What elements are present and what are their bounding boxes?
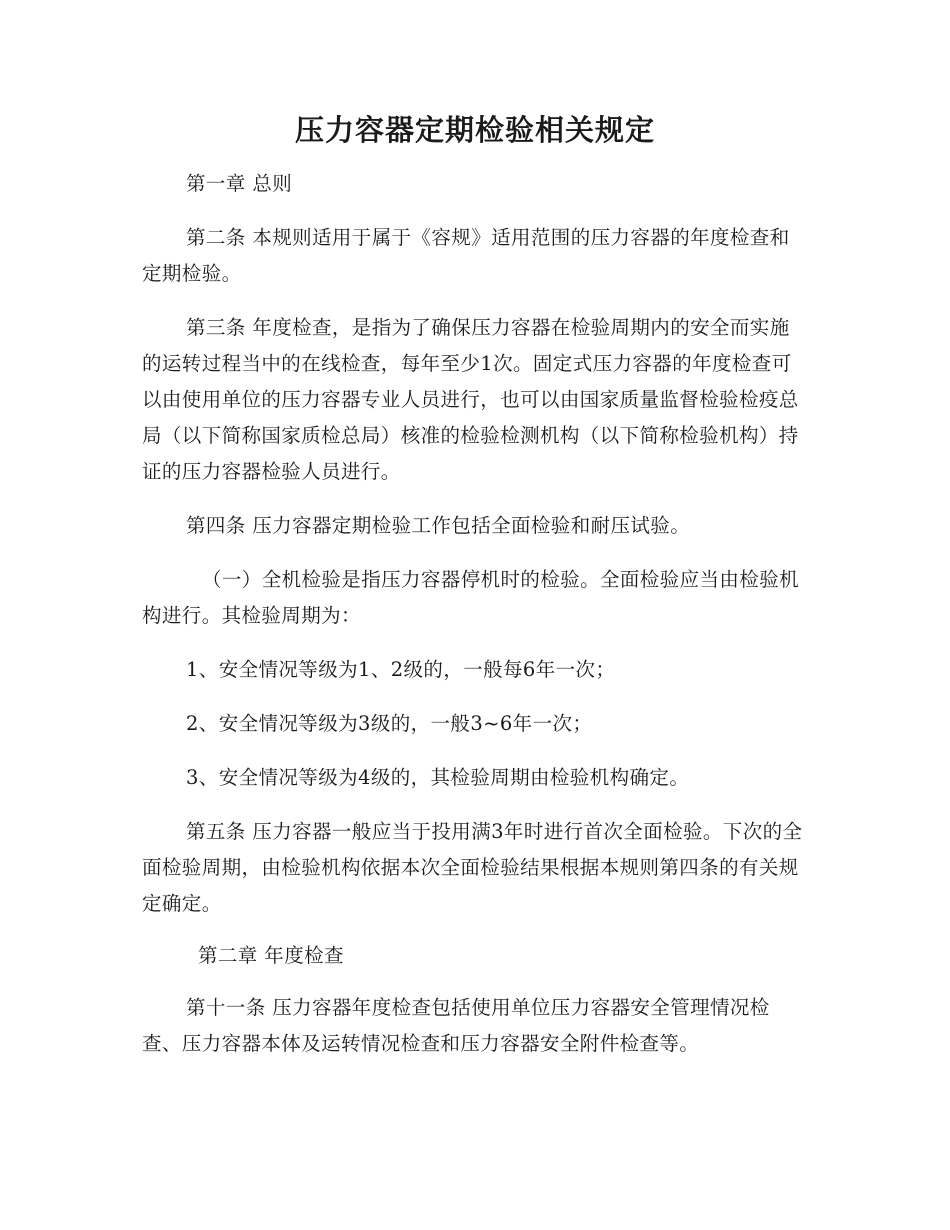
list-item-2: 2、安全情况等级为3级的，一般3~6年一次； [186,712,593,735]
list-item-1: 1、安全情况等级为1、2级的，一般每6年一次； [186,658,616,681]
chapter-2-heading: 第二章 年度检查 [198,944,344,967]
article-2-paragraph: 第二条 本规则适用于属于《容规》适用范围的压力容器的年度检查和定期检验。 [142,226,790,285]
article-4-item-1-paragraph: （一）全机检验是指压力容器停机时的检验。全面检验应当由检验机构进行。其检验周期为： [142,568,800,627]
chapter-1-heading: 第一章 总则 [186,172,293,195]
document-title: 压力容器定期检验相关规定 [294,113,655,147]
article-3-paragraph: 第三条 年度检查，是指为了确保压力容器在检验周期内的安全而实施的运转过程当中的在线检查，每年至少1次。固定式压力容器的年度检查可以由使用单位的压力容器专业人员进行，也可以由国家质量监督检验检疫总局（以下简称国家质检总局）核准的检验检测机构（以下简称检验机构）持证的压力容器检验人员进行。 [142,316,799,483]
list-item-3: 3、安全情况等级为4级的，其检验周期由检验机构确定。 [186,766,690,789]
article-4-paragraph: 第四条 压力容器定期检验工作包括全面检验和耐压试验。 [186,514,691,537]
article-5-paragraph: 第五条 压力容器一般应当于投用满3年时进行首次全面检验。下次的全面检验周期，由检验机构依据本次全面检验结果根据本规则第四条的有关规定确定。 [142,820,803,915]
article-11-paragraph: 第十一条 压力容器年度检查包括使用单位压力容器安全管理情况检查、压力容器本体及运转情况检查和压力容器安全附件检查等。 [142,996,770,1055]
